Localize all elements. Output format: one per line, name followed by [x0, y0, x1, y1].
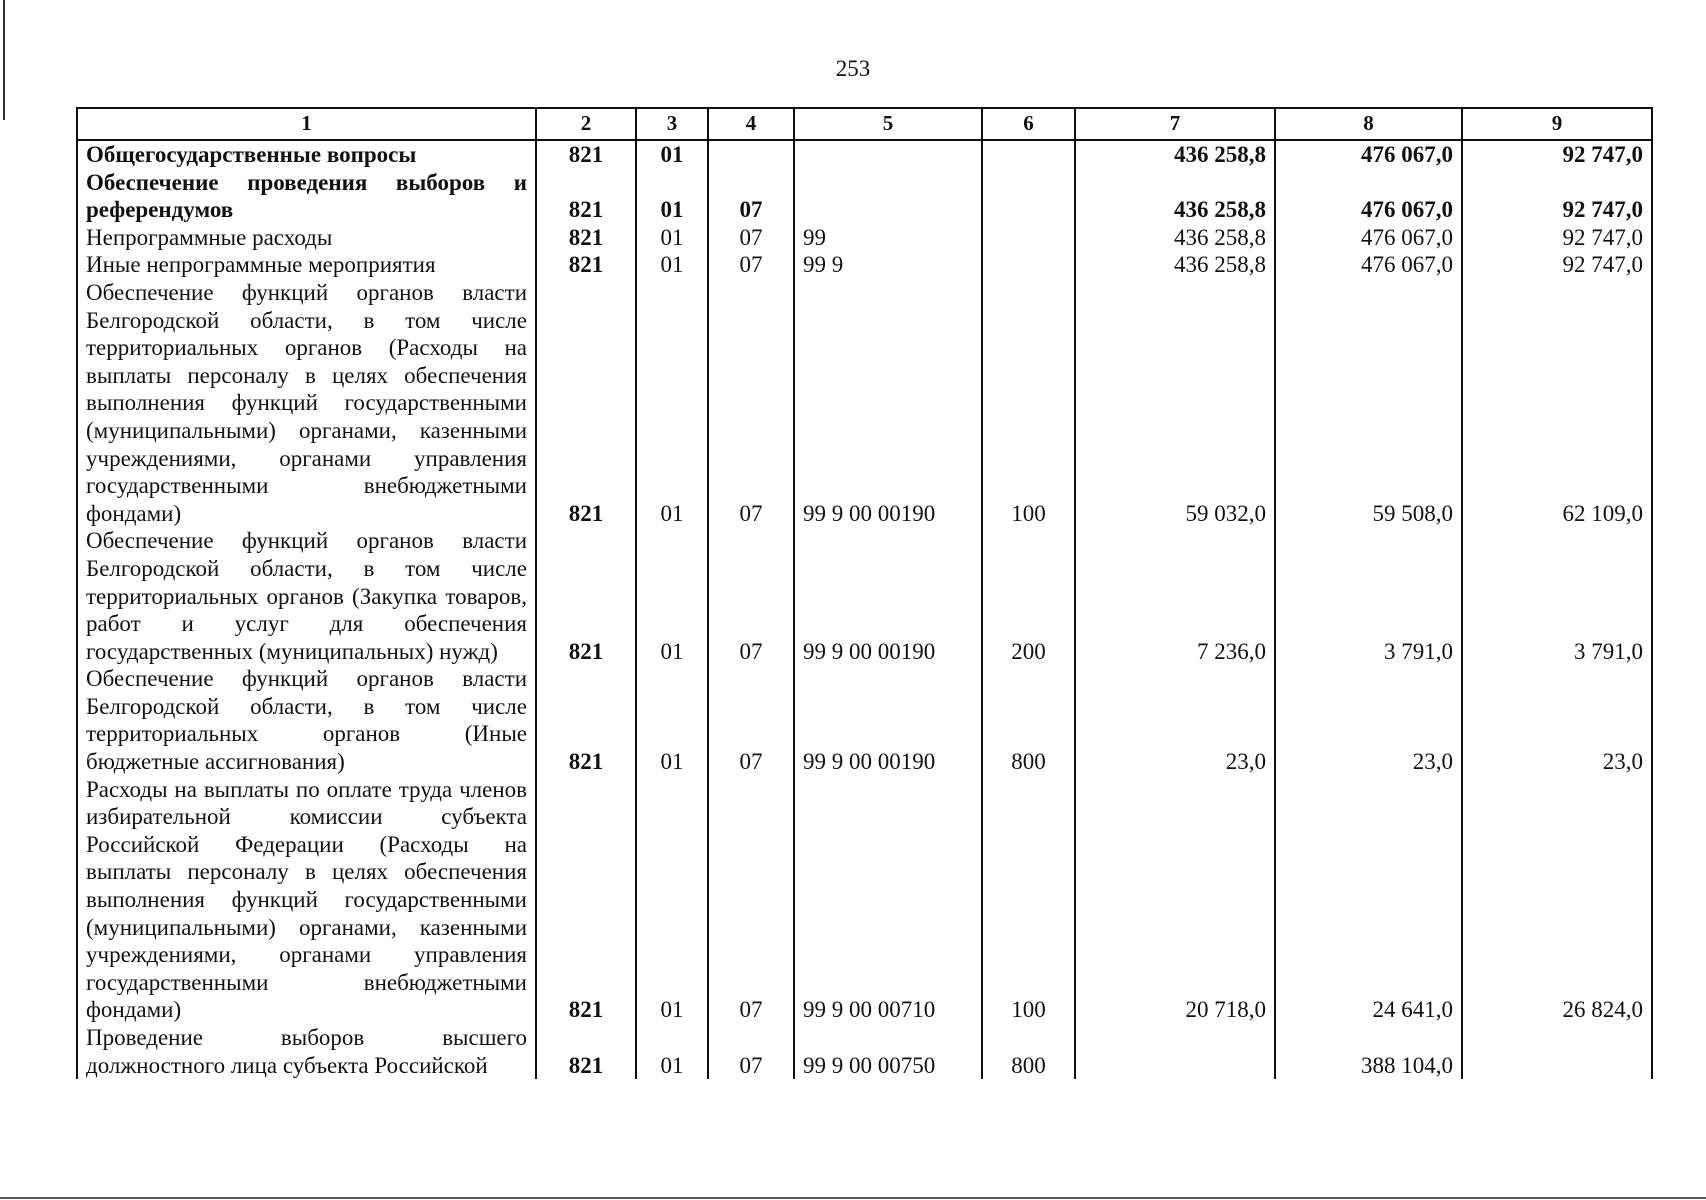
scan-edge-bottom	[0, 1197, 1706, 1199]
amount-col9: 92 747,0	[1462, 140, 1652, 169]
amount-col7: 436 258,8	[1075, 169, 1275, 224]
row-name: Обеспечение функций органов власти Белгородской области, в том числе территориальных органов (Расходы на выплаты персоналу в целях обеспечения выполнения функций государственными (муниципальными) органами, казенными учреждениями, органами управления государственными внебюджетными фондами)	[77, 279, 536, 527]
amount-col8: 476 067,0	[1275, 140, 1462, 169]
target-article-code: 99 9	[794, 251, 982, 279]
amount-col7: 20 718,0	[1075, 776, 1275, 1024]
amount-col9: 62 109,0	[1462, 279, 1652, 527]
column-header: 3	[636, 108, 708, 140]
amount-col8: 24 641,0	[1275, 776, 1462, 1024]
section-code: 01	[636, 224, 708, 252]
amount-col8: 59 508,0	[1275, 279, 1462, 527]
section-code: 01	[636, 527, 708, 665]
subsection-code: 07	[708, 665, 794, 775]
column-header: 1	[77, 108, 536, 140]
amount-col8: 3 791,0	[1275, 527, 1462, 665]
target-article-code: 99 9 00 00710	[794, 776, 982, 1024]
amount-col8: 23,0	[1275, 665, 1462, 775]
amount-col9	[1462, 1024, 1652, 1079]
amount-col8: 388 104,0	[1275, 1024, 1462, 1079]
grbs-code: 821	[536, 279, 636, 527]
header-row	[77, 108, 1652, 140]
grbs-code: 821	[536, 776, 636, 1024]
column-header: 7	[1075, 108, 1275, 140]
amount-col9: 26 824,0	[1462, 776, 1652, 1024]
table-row	[77, 224, 1652, 252]
row-name: Иные непрограммные мероприятия	[77, 251, 536, 279]
section-code: 01	[636, 251, 708, 279]
amount-col7: 436 258,8	[1075, 224, 1275, 252]
table-row	[77, 169, 1652, 224]
table-row	[77, 776, 1652, 1024]
subsection-code: 07	[708, 169, 794, 224]
amount-col7: 7 236,0	[1075, 527, 1275, 665]
subsection-code	[708, 140, 794, 169]
amount-col8: 476 067,0	[1275, 169, 1462, 224]
amount-col7: 436 258,8	[1075, 251, 1275, 279]
grbs-code: 821	[536, 169, 636, 224]
target-article-code: 99 9 00 00750	[794, 1024, 982, 1079]
amount-col8: 476 067,0	[1275, 251, 1462, 279]
amount-col9: 3 791,0	[1462, 527, 1652, 665]
target-article-code: 99 9 00 00190	[794, 527, 982, 665]
section-code: 01	[636, 169, 708, 224]
amount-col7: 59 032,0	[1075, 279, 1275, 527]
column-header: 4	[708, 108, 794, 140]
section-code: 01	[636, 1024, 708, 1079]
expense-type-code: 200	[982, 527, 1075, 665]
target-article-code: 99	[794, 224, 982, 252]
expense-type-code	[982, 224, 1075, 252]
subsection-code: 07	[708, 1024, 794, 1079]
amount-col9: 92 747,0	[1462, 224, 1652, 252]
table-row	[77, 527, 1652, 665]
target-article-code	[794, 140, 982, 169]
amount-col7: 436 258,8	[1075, 140, 1275, 169]
amount-col7	[1075, 1024, 1275, 1079]
section-code: 01	[636, 665, 708, 775]
grbs-code: 821	[536, 665, 636, 775]
row-name: Проведение выборов высшего должностного лица субъекта Российской	[77, 1024, 536, 1079]
grbs-code: 821	[536, 224, 636, 252]
grbs-code: 821	[536, 140, 636, 169]
subsection-code: 07	[708, 776, 794, 1024]
subsection-code: 07	[708, 527, 794, 665]
grbs-code: 821	[536, 527, 636, 665]
expense-type-code: 100	[982, 776, 1075, 1024]
subsection-code: 07	[708, 251, 794, 279]
grbs-code: 821	[536, 251, 636, 279]
target-article-code	[794, 169, 982, 224]
column-header: 2	[536, 108, 636, 140]
column-header: 8	[1275, 108, 1462, 140]
target-article-code: 99 9 00 00190	[794, 279, 982, 527]
budget-table	[76, 107, 1653, 1079]
amount-col9: 92 747,0	[1462, 251, 1652, 279]
amount-col9: 23,0	[1462, 665, 1652, 775]
table-row	[77, 665, 1652, 775]
expense-type-code	[982, 140, 1075, 169]
row-name: Расходы на выплаты по оплате труда членов избирательной комиссии субъекта Российской Федерации (Расходы на выплаты персоналу в целях обеспечения выполнения функций государственными (муниципальными) органами, казенными учреждениями, органами управления государственными внебюджетными фондами)	[77, 776, 536, 1024]
row-name: Непрограммные расходы	[77, 224, 536, 252]
table-row	[77, 1024, 1652, 1079]
row-name: Обеспечение функций органов власти Белгородской области, в том числе территориальных органов (Закупка товаров, работ и услуг для обеспечения государственных (муниципальных) нужд)	[77, 527, 536, 665]
expense-type-code: 800	[982, 665, 1075, 775]
table-row	[77, 279, 1652, 527]
target-article-code: 99 9 00 00190	[794, 665, 982, 775]
expense-type-code: 100	[982, 279, 1075, 527]
column-header: 5	[794, 108, 982, 140]
amount-col9: 92 747,0	[1462, 169, 1652, 224]
subsection-code: 07	[708, 279, 794, 527]
amount-col8: 476 067,0	[1275, 224, 1462, 252]
page-number: 253	[835, 56, 871, 81]
section-code: 01	[636, 776, 708, 1024]
row-name: Общегосударственные вопросы	[77, 140, 536, 169]
column-header: 6	[982, 108, 1075, 140]
expense-type-code	[982, 169, 1075, 224]
column-header: 9	[1462, 108, 1652, 140]
amount-col7: 23,0	[1075, 665, 1275, 775]
table-row	[77, 251, 1652, 279]
row-name: Обеспечение проведения выборов и референдумов	[77, 169, 536, 224]
grbs-code: 821	[536, 1024, 636, 1079]
table-row	[77, 140, 1652, 169]
subsection-code: 07	[708, 224, 794, 252]
section-code: 01	[636, 279, 708, 527]
row-name: Обеспечение функций органов власти Белгородской области, в том числе территориальных органов (Иные бюджетные ассигнования)	[77, 665, 536, 775]
expense-type-code	[982, 251, 1075, 279]
expense-type-code: 800	[982, 1024, 1075, 1079]
section-code: 01	[636, 140, 708, 169]
